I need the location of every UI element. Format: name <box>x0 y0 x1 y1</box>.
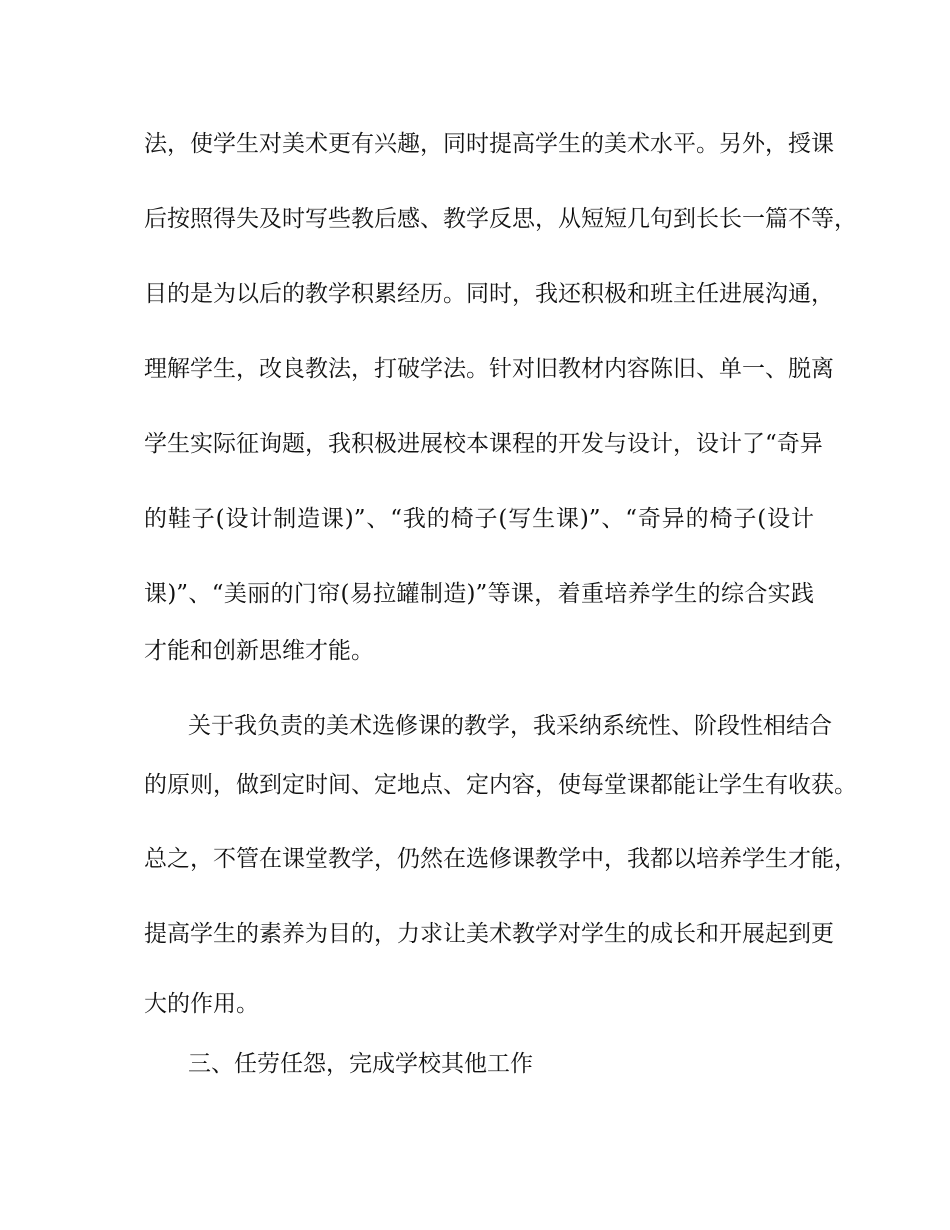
paragraph-line: 关于我负责的美术选修课的教学，我采纳系统性、阶段性相结合 <box>188 713 832 739</box>
paragraph-line: 大的作用。 <box>144 991 259 1017</box>
paragraph-line: 的鞋子(设计制造课)”、“我的椅子(写生课)”、“奇异的椅子(设计 <box>144 506 814 532</box>
paragraph-line: 提高学生的素养为目的，力求让美术教学对学生的成长和开展起到更 <box>144 921 834 947</box>
paragraph-line: 后按照得失及时写些教后感、教学反思，从短短几句到长长一篇不等， <box>144 206 857 232</box>
paragraph-line: 目的是为以后的教学积累经历。同时，我还积极和班主任进展沟通， <box>144 281 834 307</box>
paragraph-line: 学生实际征询题，我积极进展校本课程的开发与设计，设计了“奇异 <box>144 431 823 457</box>
section-heading: 三、任劳任怨，完成学校其他工作 <box>188 1051 533 1077</box>
paragraph-line: 法，使学生对美术更有兴趣，同时提高学生的美术水平。另外，授课 <box>144 131 834 157</box>
paragraph-line: 的原则，做到定时间、定地点、定内容，使每堂课都能让学生有收获。 <box>144 772 857 798</box>
paragraph-line: 课)”、“美丽的门帘(易拉罐制造)”等课，着重培养学生的综合实践 <box>144 581 814 607</box>
paragraph-line: 理解学生，改良教法，打破学法。针对旧教材内容陈旧、单一、脱离 <box>144 356 834 382</box>
paragraph-line: 才能和创新思维才能。 <box>144 638 374 664</box>
paragraph-line: 总之，不管在课堂教学，仍然在选修课教学中，我都以培养学生才能， <box>144 846 857 872</box>
